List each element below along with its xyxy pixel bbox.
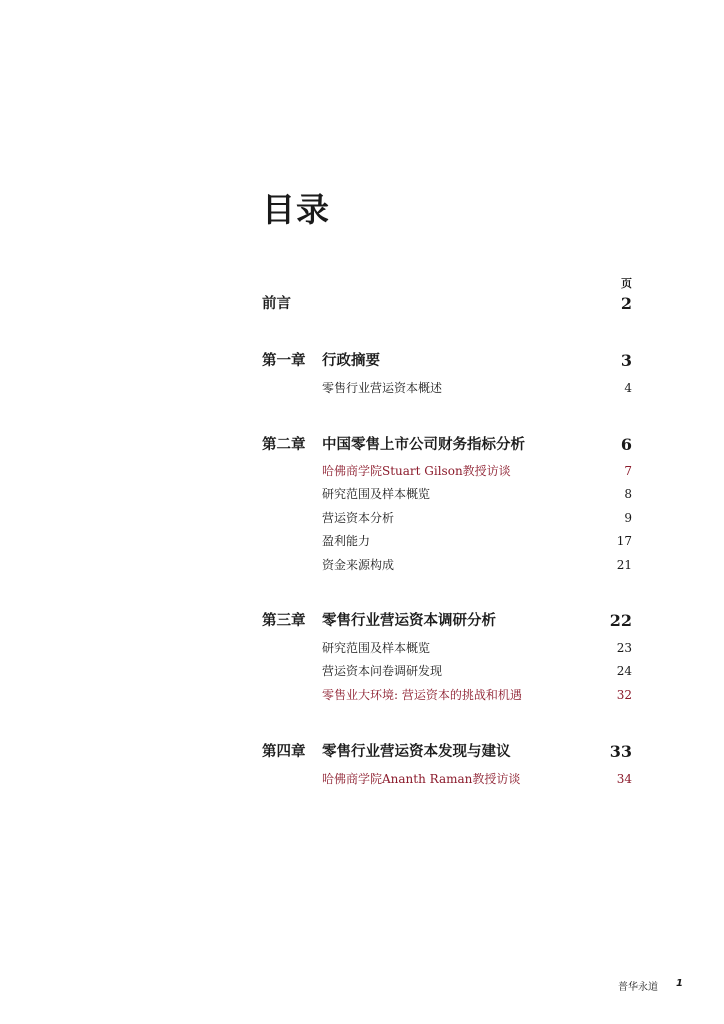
section-page: 24 <box>616 664 632 678</box>
toc-chapter-4[interactable] <box>262 742 632 762</box>
toc-section[interactable] <box>262 661 632 681</box>
section-label: 研究范围及样本概览 <box>322 487 431 501</box>
page-title: 目录 <box>262 190 330 229</box>
chapter-page: 3 <box>620 351 632 370</box>
section-page: 7 <box>624 464 632 478</box>
chapter-number: 第三章 <box>262 612 306 629</box>
toc-section[interactable] <box>262 769 632 789</box>
page-column-header: 页 <box>621 277 632 290</box>
toc-section[interactable] <box>262 555 632 575</box>
toc-chapter-1[interactable] <box>262 351 632 371</box>
toc-section[interactable] <box>262 685 632 705</box>
section-page: 23 <box>616 641 632 655</box>
toc-section[interactable] <box>262 638 632 658</box>
section-label: 营运资本分析 <box>322 511 395 525</box>
footer-page-number: 1 <box>676 978 683 989</box>
section-page: 21 <box>616 558 632 572</box>
chapter-number: 第四章 <box>262 743 306 760</box>
chapter-title: 行政摘要 <box>322 352 380 369</box>
section-page: 34 <box>616 772 632 786</box>
toc-section[interactable] <box>262 461 632 481</box>
section-page: 9 <box>624 511 632 525</box>
chapter-page: 33 <box>609 742 632 761</box>
section-label: 研究范围及样本概览 <box>322 641 431 655</box>
toc-section[interactable] <box>262 508 632 528</box>
chapter-title: 零售行业营运资本调研分析 <box>322 612 496 629</box>
chapter-page: 22 <box>609 611 632 630</box>
toc-section[interactable] <box>262 378 632 398</box>
section-page: 17 <box>616 534 632 548</box>
section-page: 32 <box>616 688 632 702</box>
section-label: 哈佛商学院Ananth Raman教授访谈 <box>322 772 521 786</box>
chapter-number: 第二章 <box>262 436 306 453</box>
toc-section[interactable] <box>262 531 632 551</box>
section-page: 8 <box>624 487 632 501</box>
toc-entry-label: 前言 <box>262 295 291 312</box>
section-label: 零售业大环境: 营运资本的挑战和机遇 <box>322 688 522 702</box>
section-label: 资金来源构成 <box>322 558 395 572</box>
section-label: 哈佛商学院Stuart Gilson教授访谈 <box>322 464 511 478</box>
section-page: 4 <box>624 381 632 395</box>
toc-chapter-2[interactable] <box>262 435 632 455</box>
toc-entry-page: 2 <box>620 294 632 313</box>
toc-section[interactable] <box>262 484 632 504</box>
section-label: 营运资本问卷调研发现 <box>322 664 443 678</box>
chapter-title: 零售行业营运资本发现与建议 <box>322 743 511 760</box>
footer-company-name: 普华永道 <box>618 982 658 993</box>
toc-chapter-3[interactable] <box>262 611 632 631</box>
toc-entry-preface[interactable] <box>262 294 632 314</box>
chapter-number: 第一章 <box>262 352 306 369</box>
chapter-page: 6 <box>620 435 632 454</box>
section-label: 零售行业营运资本概述 <box>322 381 443 395</box>
chapter-title: 中国零售上市公司财务指标分析 <box>322 436 525 453</box>
section-label: 盈利能力 <box>322 534 371 548</box>
